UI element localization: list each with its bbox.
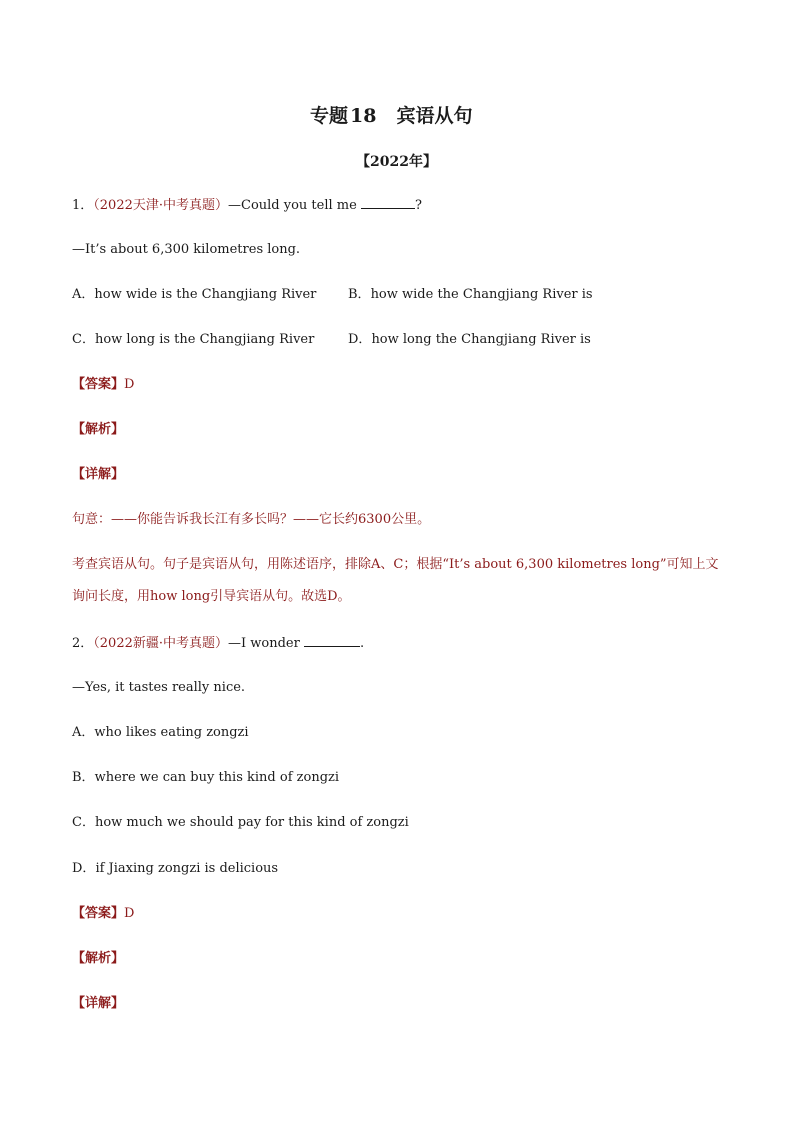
- answer-blank: [304, 634, 360, 647]
- question-2-reply: —Yes, it tastes really nice.: [72, 680, 246, 695]
- question-number: 2．: [72, 636, 94, 651]
- answer-blank: [361, 196, 415, 209]
- answer-label: 【答案】: [72, 906, 125, 921]
- question-source: （2022新疆·中考真题）: [93, 636, 228, 651]
- question-2-stem: 2．（2022新疆·中考真题）—I wonder .: [72, 636, 365, 651]
- option-c: C．how long is the Changjiang River: [72, 332, 315, 347]
- analysis-label: 【解析】: [72, 422, 125, 437]
- answer-value: D: [124, 377, 135, 392]
- answer-line: [72, 905, 134, 923]
- question-source: （2022天津·中考真题）: [93, 198, 228, 213]
- option-a: A．who likes eating zongzi: [72, 725, 249, 740]
- question-1-stem: 1．（2022天津·中考真题）—Could you tell me ?: [72, 198, 422, 213]
- option-b: B．how wide the Changjiang River is: [348, 287, 593, 302]
- year-header: 【2022年】: [356, 154, 437, 170]
- answer-label: 【答案】: [72, 377, 125, 392]
- option-a: A．how wide is the Changjiang River: [72, 287, 317, 302]
- answer-value: D: [124, 906, 135, 921]
- option-b: B．where we can buy this kind of zongzi: [72, 770, 340, 785]
- option-d: D．how long the Changjiang River is: [348, 332, 591, 347]
- question-1-reply: —It’s about 6,300 kilometres long.: [72, 242, 301, 257]
- option-d: D．if Jiaxing zongzi is delicious: [72, 861, 279, 876]
- question-number: 1．: [72, 198, 94, 213]
- answer-line: [72, 376, 134, 394]
- explanation-line-2: 询问长度，用how long引导宾语从句。故选D。: [72, 589, 351, 604]
- explanation-line-1: 考查宾语从句。句子是宾语从句，用陈述语序，排除A、C；根据“It’s about 6,300 kilometres long”可知上文: [72, 557, 719, 572]
- title-number: 18: [350, 105, 377, 127]
- analysis-label: 【解析】: [72, 951, 125, 966]
- sentence-meaning: 句意：——你能告诉我长江有多长吗？——它长约6300公里。: [72, 512, 431, 527]
- title-prefix: 专题: [310, 105, 349, 127]
- detail-label: 【详解】: [72, 996, 125, 1011]
- detail-label: 【详解】: [72, 467, 125, 482]
- title-topic: 宾语从句: [396, 105, 473, 127]
- year-value: 2022: [370, 154, 409, 170]
- page-title: [310, 104, 472, 128]
- option-c: C．how much we should pay for this kind of zongzi: [72, 815, 409, 830]
